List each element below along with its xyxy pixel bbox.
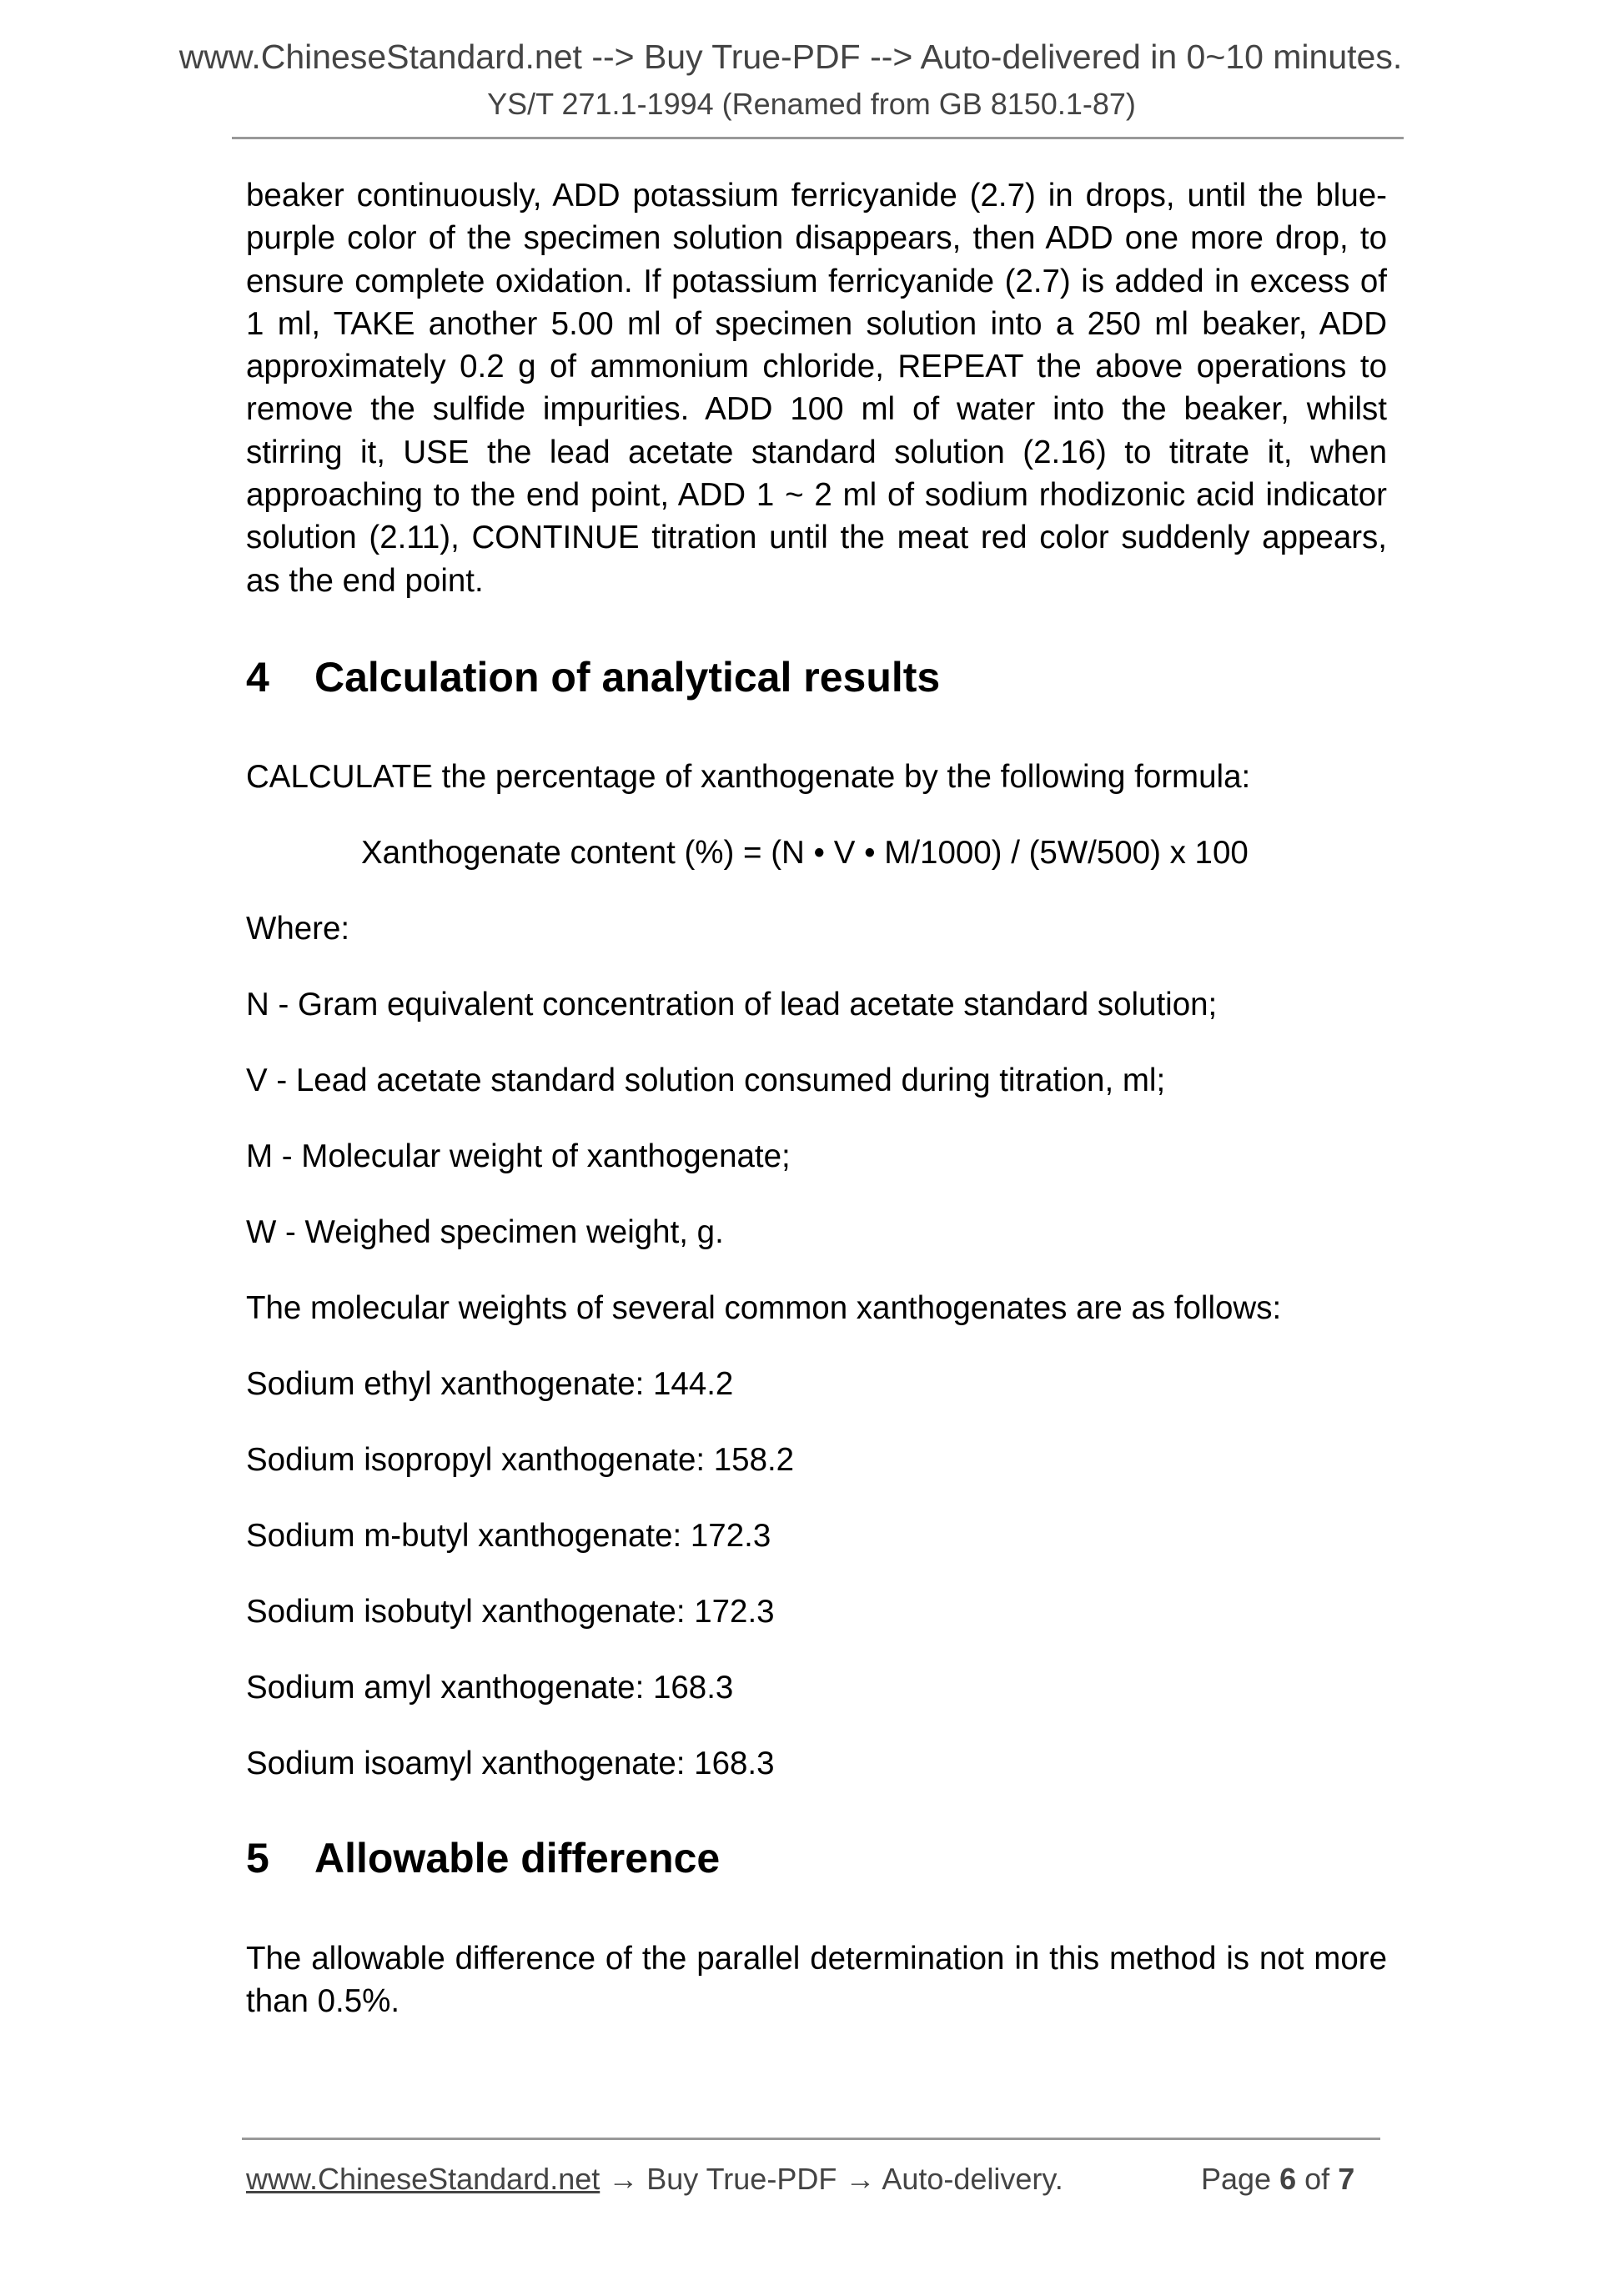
section-title: Calculation of analytical results [314, 654, 941, 701]
page-of: of [1304, 2162, 1330, 2196]
page-current: 6 [1279, 2162, 1297, 2196]
mw-intro: The molecular weights of several common xanthogenates are as follows: [246, 1290, 1282, 1326]
footer-text [246, 2162, 1063, 2197]
footer-site-link[interactable]: www.ChineseStandard.net [246, 2162, 600, 2196]
section-5-paragraph: The allowable difference of the parallel determination in this method is not more than 0.5%. [246, 1941, 1387, 2020]
page-number [1201, 2162, 1354, 2197]
section-number: 5 [246, 1835, 269, 1882]
mw-item: Sodium m-butyl xanthogenate: 172.3 [246, 1518, 771, 1554]
page-label: Page [1201, 2162, 1272, 2196]
intro-paragraph: beaker continuously, ADD potassium ferricyanide (2.7) in drops, until the blue-purple color of the specimen solution disappears, then ADD one more drop, to ensure complete oxidation. If potassium ferricyanide (2.7) is added in excess of 1 ml, TAKE another 5.00 ml of specimen solution into a 250 ml beaker, ADD approximately 0.2 g of ammonium chloride, REPEAT the above operations to remove the sulfide impurities. ADD 100 ml of water into the beaker, whilst stirring it, USE the lead acetate standard solution (2.16) to titrate it, when approaching to the end point, ADD 1 ~ 2 ml of sodium rhodizonic acid indicator solution (2.11), CONTINUE titration until the meat red color suddenly appears, as the end point. [246, 178, 1387, 599]
definition-item: W - Weighed specimen weight, g. [246, 1214, 724, 1250]
footer-divider [242, 2138, 1380, 2140]
formula-lead: CALCULATE the percentage of xanthogenate by the following formula: [246, 759, 1251, 795]
mw-item: Sodium isoamyl xanthogenate: 168.3 [246, 1746, 775, 1781]
definition-item: V - Lead acetate standard solution consumed during titration, ml; [246, 1063, 1166, 1098]
header-doc-id: YS/T 271.1-1994 (Renamed from GB 8150.1-87) [487, 87, 1136, 121]
mw-item: Sodium ethyl xanthogenate: 144.2 [246, 1366, 734, 1402]
mw-item: Sodium amyl xanthogenate: 168.3 [246, 1670, 734, 1706]
mw-item: Sodium isobutyl xanthogenate: 172.3 [246, 1594, 775, 1630]
where-label: Where: [246, 911, 350, 947]
mw-item: Sodium isopropyl xanthogenate: 158.2 [246, 1442, 795, 1478]
header-banner: www.ChineseStandard.net --> Buy True-PDF --> Auto-delivered in 0~10 minutes. [178, 38, 1403, 76]
section-number: 4 [246, 654, 269, 701]
definition-item: M - Molecular weight of xanthogenate; [246, 1138, 791, 1174]
formula: Xanthogenate content (%) = (N • V • M/1000) / (5W/500) x 100 [361, 835, 1249, 871]
section-title: Allowable difference [314, 1835, 721, 1882]
section-4-heading [246, 653, 940, 701]
section-5-heading [246, 1834, 720, 1882]
page-total: 7 [1338, 2162, 1355, 2196]
header-divider [232, 137, 1404, 139]
footer-tagline: → Buy True-PDF → Auto-delivery. [600, 2162, 1063, 2196]
definition-item: N - Gram equivalent concentration of lead acetate standard solution; [246, 987, 1218, 1022]
